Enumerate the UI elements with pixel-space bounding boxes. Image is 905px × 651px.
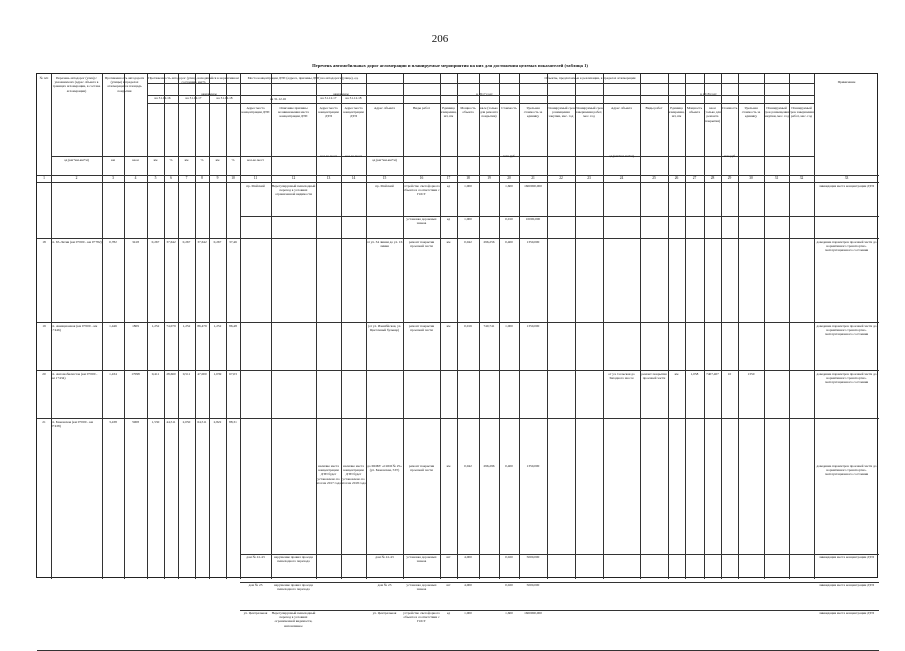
subrow-unit-cost: 5000,000	[526, 555, 540, 559]
row-unit: км	[446, 324, 451, 328]
subrow-accident-addr: дом № 41-43	[246, 555, 265, 559]
unit-count: кол-во мест	[320, 154, 337, 158]
header-length: Протяженность автодороги (улицы) в пределах агломерации и площадь покрытия	[104, 76, 145, 93]
column-number: 13	[326, 176, 331, 180]
row-unit-cost: 1350,000	[526, 324, 540, 328]
subrow-work-type: установка дорожных знаков	[406, 217, 437, 226]
column-number: 29	[727, 176, 732, 180]
column-number: 6	[170, 176, 172, 180]
subrow-object-address: пр. Майский	[375, 184, 394, 188]
table-rule	[240, 216, 879, 217]
header-d2016-norm: на 31.12.16	[154, 96, 171, 100]
subrow-work-type: установка дорожных знаков	[406, 583, 437, 592]
subrow-unit: ед	[446, 184, 451, 188]
unit-pct: %	[231, 158, 235, 162]
column-number: 15	[382, 176, 387, 180]
unit-obj-2018: ад (км+км-км+м)	[609, 154, 634, 158]
row-repair-area-2018: 7407,407	[706, 372, 719, 376]
row-number	[37, 185, 51, 191]
row-normative-value: 1,039	[213, 372, 222, 376]
column-number: 23	[587, 176, 591, 180]
column-number: 28	[710, 176, 715, 180]
column-number: 31	[774, 176, 779, 180]
column-number: 12	[291, 176, 296, 180]
table-rule	[37, 322, 879, 323]
table-rule	[147, 103, 814, 104]
header-unit-cost: Удельная стоимость за единицу	[523, 106, 543, 119]
header-power: Мощность объекта	[460, 106, 476, 115]
row-area: 1809	[132, 324, 139, 328]
table-rule	[51, 156, 814, 157]
unit-km: км	[184, 158, 189, 162]
column-number: 9	[216, 176, 219, 180]
column-number: 27	[692, 176, 697, 180]
header-d2018-norm: на 31.12.18	[216, 96, 233, 100]
subrow-power: 4,000	[464, 583, 472, 587]
row-unit-2018: км	[674, 372, 679, 376]
header-accident-2017: Адрес места концентрации ДТП	[318, 106, 339, 119]
column-number: 25	[652, 176, 656, 180]
row-road: ул. Бажовская (км 0+000 - км 0+438)	[51, 420, 94, 429]
row-note: доведение параметров проезжей части до нормативного транспортно-эксплуатационного состояния	[816, 240, 877, 253]
table-rule	[37, 182, 879, 183]
row-power: 0,016	[464, 324, 472, 328]
row-accident-2018: наличие места концентрации ДТП будет установлено по итогам 2018 года	[341, 464, 366, 485]
header-accident-2018: Адрес места концентрации ДТП	[343, 106, 364, 119]
header-accident-reason: Описание причины возникновения места концентрации ДТП	[278, 106, 309, 119]
column-number: 24	[619, 176, 624, 180]
row-power: 0,042	[464, 240, 472, 244]
row-normative-value: 1,252	[213, 324, 222, 328]
column-number: 3	[112, 176, 114, 180]
column-number: 1	[43, 176, 45, 180]
row-number: 19	[42, 324, 46, 328]
header-d2018-acc: на 31.12.18	[345, 96, 362, 100]
subrow-accident-reason: Нерегулируемый пешеходный переход в условиях ограниченной видимости	[271, 184, 316, 197]
unit-km-len: км	[111, 158, 115, 162]
table-rule	[147, 95, 814, 96]
row-normative-value: 2,822	[213, 420, 222, 424]
row-cost: 0,400	[505, 464, 513, 468]
subrow-accident-addr: ул. Центральная	[243, 611, 268, 615]
header-area: кв.м (только для ремонта покрытия)	[480, 106, 498, 119]
subrow-object-address: дом № 23	[377, 583, 392, 587]
row-power: 0,042	[464, 464, 472, 468]
row-number: 21	[42, 420, 46, 424]
row-normative-value: 0,267	[182, 240, 191, 244]
header-unit-cost-2018: Удельная стоимость за единицу	[741, 106, 761, 119]
subrow-object-address: ул. Центральная	[372, 611, 397, 615]
subrow-note: ликвидация места концентрации ДТП	[819, 583, 874, 587]
row-length: 0,782	[109, 240, 117, 244]
header-objects: Объекты, предлагаемые к реализации, в пределах агломерации	[544, 76, 636, 80]
subrow-unit: шт	[446, 555, 451, 559]
subrow-cost: 1,600	[505, 611, 513, 615]
row-number: 20	[42, 372, 46, 376]
header-unit-2018: Единица измерения, шт, пм	[668, 106, 685, 119]
header-obj-addr: Адрес объекта	[373, 106, 396, 110]
subrow-power: 4,000	[464, 555, 472, 559]
row-work-type-2018: ремонт покрытия проезжей части	[641, 372, 667, 381]
subrow-unit-cost: 1600000,000	[524, 611, 542, 615]
row-normative-value: 1,530	[151, 420, 160, 424]
row-repair-area: 296,296	[483, 464, 495, 468]
subrow-accident-addr: дом № 23	[248, 583, 263, 587]
header-area-2018: кв.м (только для ремонта покрытия)	[704, 106, 721, 123]
subrow-work-type: устройство светофорного объекта в соответствии с ГОСТ	[403, 184, 440, 197]
row-normative-value: 2,050	[182, 420, 191, 424]
row-normative-value: 0,267	[213, 240, 222, 244]
table-rule	[147, 83, 814, 84]
header-d2017-norm: на 31.12.17	[185, 96, 202, 100]
header-road-list: Перечень автодорог (улиц) с указанием их (адрес объекта в границах агломерации, в составе агломерации)	[52, 76, 101, 93]
column-number: 26	[674, 176, 679, 180]
column-number: 8	[201, 176, 203, 180]
row-note: доведение параметров проезжей части до нормативного транспортно-эксплуатационного состояния	[816, 372, 877, 385]
header-plan-realization-2018: Планируемый срок завершения работ, мес. год	[789, 106, 814, 119]
row-normative-value: 37,642	[166, 240, 176, 244]
column-number: 7	[185, 176, 188, 180]
header-obj-addr-2018: Адрес объекта	[610, 106, 633, 110]
table-rule	[240, 74, 241, 579]
row-normative-value: 67,03	[229, 372, 237, 376]
column-number: 19	[487, 176, 491, 180]
column-number: 20	[507, 176, 511, 180]
unit-count: кол-во мест	[247, 158, 264, 162]
header-plan-dates: Планируемый срок размещения закупки, мес. год	[547, 106, 575, 119]
row-work-type: ремонт покрытия проезжей части	[408, 240, 435, 249]
header-d2016-acc: на 31.12.16	[269, 97, 287, 101]
row-normative-value: 74,079	[166, 324, 176, 328]
row-road: ул. Авиационная (км 0+000 - км 1+446)	[51, 324, 98, 333]
subrow-note: ликвидация места концентрации ДТП	[819, 184, 874, 188]
unit-rub: млн руб	[503, 154, 515, 158]
table-rule	[271, 74, 272, 579]
row-note: доведение параметров проезжей части до нормативного транспортно-эксплуатационного состояния	[816, 324, 877, 337]
header-expected-acc: ожидаемое	[333, 92, 349, 96]
row-object-address: (от ул. Ижевбйская, ул. Цветочный бульвар)	[367, 324, 402, 333]
row-power-2018: 1,058	[690, 372, 699, 376]
header-unit: Единица измерения, шт, пм	[440, 106, 457, 119]
column-number: 22	[559, 176, 563, 180]
subrow-unit-cost: 10000,000	[525, 217, 541, 221]
unit-km: км	[215, 158, 220, 162]
road-table	[36, 73, 878, 628]
row-normative-value: 1,252	[182, 324, 191, 328]
row-note: доведение параметров проезжей части до нормативного транспортно-эксплуатационного состояния	[816, 464, 877, 477]
subrow-accident-addr: пр. Майский	[246, 184, 265, 188]
table-rule	[37, 238, 879, 239]
header-power-2018: Мощность объекта	[686, 106, 703, 115]
subrow-accident-reason: нарушение правил проезда пешеходного перехода	[273, 583, 314, 592]
row-unit-cost-2018: 1350	[747, 372, 755, 376]
subrow-note: ликвидация места концентрации ДТП	[819, 611, 874, 615]
subrow-power: 1,000	[464, 611, 472, 615]
row-normative-value: 28,660	[166, 372, 176, 376]
column-number: 33	[844, 176, 849, 180]
row-area: 3418	[132, 240, 139, 244]
unit-obj: ад (км+км-км+м)	[372, 158, 397, 162]
header-work-type-2018: Виды работ	[645, 106, 663, 110]
header-y2017: в 2017 году	[476, 92, 493, 96]
column-number: 4	[134, 176, 137, 180]
row-normative-value: 86,48	[229, 324, 237, 328]
table-rule	[240, 610, 879, 611]
table-rule	[37, 370, 879, 371]
row-cost: 0,400	[505, 240, 513, 244]
unit-pct: %	[200, 158, 204, 162]
subrow-cost: 0,010	[505, 217, 513, 221]
row-number: 18	[42, 240, 46, 244]
column-number: 2	[75, 176, 78, 180]
column-number: 5	[154, 176, 157, 180]
row-normative-value: 37,46	[229, 240, 237, 244]
row-repair-area: 740,741	[483, 324, 495, 328]
header-accident: Места концентрации ДТП (адреса, причины ДТП) на автодороге (улице), ед.	[247, 76, 359, 80]
column-number: 11	[253, 176, 258, 180]
unit-count: кол-во мест	[345, 154, 362, 158]
subrow-power: 1,000	[464, 184, 472, 188]
subrow-unit: ед	[446, 217, 451, 221]
unit-road: ад (км+км-км+м)	[64, 158, 89, 162]
header-expected: ожидаемое	[201, 92, 217, 96]
subrow-accident-reason: нарушение правил проезда пешеходного перехода	[273, 555, 314, 564]
header-work-type: Виды работ	[413, 106, 430, 110]
page-number: 206	[431, 33, 449, 45]
header-length-normative: Протяженность автодорог (улиц), находящейся в нормативном состоянии, км/%	[148, 76, 239, 85]
row-work-type: ремонт покрытия проезжей части	[408, 464, 435, 473]
subrow-cost: 0,020	[505, 583, 513, 587]
row-object-address: до МОБУ «СОШ № 25» (ул. Бажовская, 53Т)	[367, 464, 402, 473]
row-normative-value: 86,479	[197, 324, 207, 328]
row-normative-value: 88,31	[229, 420, 237, 424]
column-number: 18	[466, 176, 470, 180]
unit-km: км	[153, 158, 158, 162]
table-rule	[240, 554, 879, 555]
row-cost-2018: 10	[727, 372, 732, 376]
header-cost-2018: Стоимость	[721, 106, 738, 110]
column-number: 14	[351, 176, 356, 180]
subrow-work-type: установка дорожных знаков	[406, 555, 437, 564]
header-plan-realization: Планируемый срок завершения работ, мес. год	[575, 106, 603, 119]
subrow-unit-cost: 1600000,000	[524, 184, 542, 188]
row-road: ул. Автомобилистов (км 0+000 - км 1+434)	[51, 372, 98, 381]
row-unit: км	[446, 464, 451, 468]
column-number: 21	[531, 176, 535, 180]
column-number: 32	[799, 176, 804, 180]
row-repair-area: 296,256	[483, 240, 495, 244]
column-number: 10	[231, 176, 235, 180]
document-title: Перечень автомобильных дорог агломерации и планируемые мероприятия на них для достижения целевых показателей (таблица 1)	[312, 63, 588, 68]
column-number: 16	[419, 176, 424, 180]
row-cost: 1,000	[505, 324, 513, 328]
row-area: 17098	[131, 372, 140, 376]
row-unit-cost: 1350,000	[526, 240, 540, 244]
row-unit: км	[446, 240, 451, 244]
row-normative-value: 44,511	[166, 420, 176, 424]
row-road: ул. 65-Летия (км 0+000 - км 0+782)	[51, 240, 102, 244]
subrow-note: ликвидация места концентрации ДТП	[819, 555, 874, 559]
row-length: 1,446	[109, 324, 117, 328]
row-length: 1,434	[109, 372, 117, 376]
unit-sqm: кв.м	[132, 158, 139, 162]
subrow-cost: 0,020	[505, 555, 513, 559]
row-work-type: ремонт покрытия проезжей части	[408, 324, 435, 333]
row-unit-cost: 1350,000	[526, 464, 540, 468]
header-note: Примечание	[837, 80, 856, 84]
column-number: 17	[446, 176, 451, 180]
unit-rub-2018: млн руб	[723, 154, 736, 158]
column-number: 30	[749, 176, 753, 180]
header-accident-addr: Адрес места концентрации ДТП	[241, 106, 270, 115]
row-normative-value: 1,252	[151, 324, 160, 328]
header-cost: Стоимость	[501, 106, 517, 110]
subrow-work-type: устройство светофорного объекта в соответствии с ГОСТ	[403, 611, 440, 624]
row-road	[51, 185, 102, 207]
row-normative-value: 64,511	[197, 420, 207, 424]
table-rule	[240, 582, 879, 583]
unit-pct: %	[169, 158, 173, 162]
header-d2017-acc: на 31.12.17	[320, 96, 337, 100]
subrow-unit: шт	[446, 583, 451, 587]
row-normative-value: 0,511	[182, 372, 191, 376]
row-length: 3,438	[109, 420, 117, 424]
header-num: № п/п	[39, 76, 49, 80]
row-object-address-2018: от ул. Сельская до Западного шоссе	[608, 372, 635, 381]
subrow-unit: ед	[446, 611, 451, 615]
subrow-unit-cost: 5000,000	[526, 583, 540, 587]
subrow-accident-reason: Нерегулируемый пешеходный переход в условиях ограниченной видимости, интенсивное	[271, 611, 316, 628]
table-rule	[37, 418, 879, 419]
row-area: 5908	[132, 420, 139, 424]
subrow-power: 1,000	[464, 217, 472, 221]
subrow-cost: 1,600	[505, 184, 513, 188]
subrow-object-address: дом № 41-43	[375, 555, 394, 559]
row-object-address: от ул. 34 линии до ул. 16 линия	[366, 240, 403, 249]
row-normative-value: 0,411	[151, 372, 160, 376]
row-normative-value: 47,000	[197, 372, 207, 376]
header-y2018: в 2018 году	[700, 92, 717, 96]
row-normative-value: 0,267	[151, 240, 160, 244]
row-accident-2017: наличие места концентрации ДТП будет установлено по итогам 2017 года	[316, 464, 341, 485]
row-normative-value: 37,642	[197, 240, 207, 244]
header-plan-dates-2018: Планируемый срок размещения закупки, мес. год	[764, 106, 789, 119]
